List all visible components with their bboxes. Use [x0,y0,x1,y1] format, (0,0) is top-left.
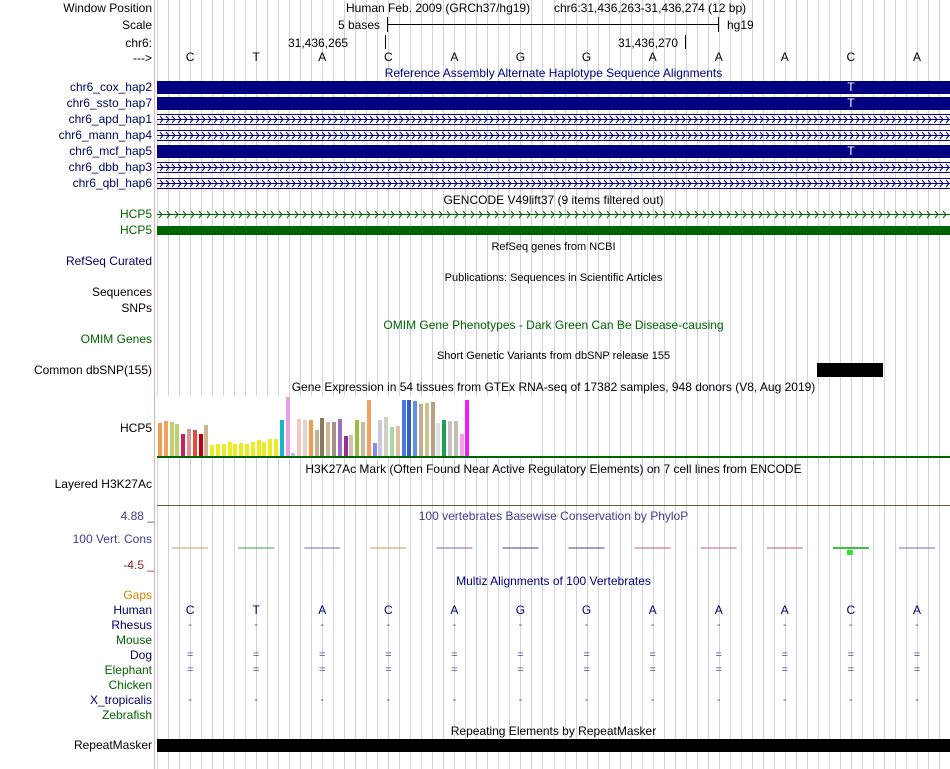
ruler-pos-1: 31,436,265 [288,36,349,50]
pubs-sequences-label[interactable]: Sequences [91,285,152,299]
gtex-tissue-bar[interactable] [407,400,411,456]
gtex-tissue-bar[interactable] [297,419,301,456]
gtex-tissue-bar[interactable] [367,400,371,456]
left-margin-divider [154,0,155,769]
gtex-tissue-bar[interactable] [175,424,179,456]
multiz-title[interactable]: Multiz Alignments of 100 Vertebrates [456,574,651,588]
multiz-cell: = [385,664,392,676]
scale-bar-left-tick [387,17,388,32]
gtex-tissue-bar[interactable] [233,444,237,456]
multiz-cell: = [847,664,855,676]
repeatmasker-title[interactable]: Repeating Elements by RepeatMasker [450,724,657,738]
alt-hap-label[interactable]: chr6_ssto_hap7 [66,96,152,110]
alt-hap-gap-line[interactable] [157,130,950,141]
gtex-tissue-bar[interactable] [268,439,272,456]
sequence-base: T [252,50,260,64]
sequence-base: A [648,50,657,64]
multiz-cell: = [252,664,260,676]
gtex-tissue-bar[interactable] [193,430,197,456]
multiz-cell: - [716,694,721,706]
gtex-tissue-bar[interactable] [419,404,423,456]
gtex-tissue-bar[interactable] [425,403,429,456]
gtex-tissue-bar[interactable] [245,444,249,456]
gtex-baseline [157,456,950,458]
gtex-tissue-bar[interactable] [309,420,313,456]
alt-hap-title[interactable]: Reference Assembly Alternate Haplotype Sequence Alignments [384,66,723,80]
multiz-cell: - [254,694,258,706]
alt-hap-mismatch: T [847,144,855,158]
gencode-gene-label-2[interactable]: HCP5 [119,223,152,237]
refseq-title[interactable]: RefSeq genes from NCBI [491,241,616,253]
multiz-cell: A [318,603,327,617]
multiz-cell: - [452,694,457,706]
dbsnp-variant[interactable] [817,363,883,377]
gtex-tissue-bar[interactable] [361,422,365,456]
alt-hap-gap-line[interactable] [157,162,950,173]
coordinates-label: chr6:31,436,263-31,436,274 (12 bp) [554,1,747,15]
multiz-cell: = [847,649,855,661]
multiz-cell: - [915,619,919,631]
cons-min-label: -4.5 _ [123,558,154,572]
alt-hap-block[interactable] [157,97,950,110]
scale-bar [387,24,719,25]
multiz-cell: A [648,603,657,617]
cons-max-label: 4.88 _ [120,509,154,523]
multiz-cell: - [650,619,655,631]
sequence-base: G [581,50,592,64]
assembly-label: Human Feb. 2009 (GRCh37/hg19) [346,1,531,15]
scale-bar-right-tick [718,17,719,32]
multiz-cell: = [715,664,722,676]
multiz-cell: = [715,649,722,661]
multiz-cell: - [320,619,325,631]
gtex-tissue-bar[interactable] [181,434,185,456]
gtex-tissue-bar[interactable] [280,420,284,456]
multiz-cell: = [186,649,194,661]
gtex-tissue-bar[interactable] [320,418,324,456]
multiz-cell: = [385,649,392,661]
multiz-gaps-label[interactable]: Gaps [123,588,152,602]
gtex-tissue-bar[interactable] [262,442,266,456]
scale-label: Scale [121,18,152,32]
multiz-cell: = [781,649,788,661]
multiz-cell: G [581,603,592,617]
multiz-cell: G [515,603,526,617]
multiz-species-label[interactable]: Rhesus [111,618,152,632]
gtex-label[interactable]: HCP5 [119,421,152,435]
gtex-tissue-bar[interactable] [199,434,203,456]
multiz-cell: - [254,619,258,631]
multiz-species-label[interactable]: X_tropicalis [89,693,152,707]
multiz-cell: T [252,603,260,617]
multiz-cell: - [188,619,192,631]
multiz-cell: = [318,649,326,661]
alt-hap-label[interactable]: chr6_mann_hap4 [58,128,152,142]
gencode-exon-bar[interactable] [157,226,950,235]
scale-size: 5 bases [338,18,381,32]
multiz-cell: = [781,664,788,676]
multiz-species-label[interactable]: Human [113,603,152,617]
multiz-cell: = [517,664,524,676]
multiz-cell: - [386,694,391,706]
gtex-tissue-bar[interactable] [257,440,261,456]
gtex-tissue-bar[interactable] [384,417,388,456]
h3k27ac-title[interactable]: H3K27Ac Mark (Often Found Near Active Regulatory Elements) on 7 cell lines from ENCODE [305,462,802,476]
multiz-cell: - [452,619,457,631]
gencode-title[interactable]: GENCODE V49lift37 (9 items filtered out) [443,193,664,207]
multiz-cell: = [583,664,590,676]
h3k27ac-baseline [157,505,950,506]
gtex-title[interactable]: Gene Expression in 54 tissues from GTEx RNA-seq of 17382 samples, 948 donors (V8, Aug 2019) [291,380,816,394]
multiz-cell: - [716,619,721,631]
multiz-cell: A [912,603,921,617]
multiz-cell: - [782,694,787,706]
alt-hap-label[interactable]: chr6_dbb_hap3 [68,160,152,174]
sequence-base: A [714,50,723,64]
multiz-cell: = [583,649,590,661]
gtex-tissue-bar[interactable] [436,423,440,456]
gtex-tissue-bar[interactable] [396,426,400,456]
gtex-tissue-bar[interactable] [326,422,330,456]
alt-hap-gap-line[interactable] [157,114,950,125]
multiz-cell: - [188,694,192,706]
multiz-cell: = [517,649,524,661]
gtex-tissue-bar[interactable] [210,445,214,456]
gtex-tissue-bar[interactable] [164,421,168,456]
multiz-cell: - [518,694,523,706]
gtex-tissue-bar[interactable] [355,420,359,456]
gtex-tissue-bar[interactable] [431,402,435,456]
sequence-base: A [912,50,921,64]
multiz-species-label[interactable]: Dog [129,648,152,662]
alt-hap-block[interactable] [157,145,950,158]
alt-hap-mismatch: T [847,96,855,110]
multiz-cell: - [584,619,589,631]
h3k27ac-label[interactable]: Layered H3K27Ac [54,477,152,491]
cons-label[interactable]: 100 Vert. Cons [72,532,152,546]
omim-label[interactable]: OMIM Genes [80,332,152,346]
strand-arrow-label: ---> [133,51,152,65]
gtex-tissue-bar[interactable] [390,427,394,456]
multiz-species-label[interactable]: Mouse [115,633,152,647]
multiz-cell: - [915,694,919,706]
gtex-tissue-bar[interactable] [402,400,406,456]
gtex-tissue-bar[interactable] [187,429,191,456]
multiz-cell: C [185,603,195,617]
ruler-tick-2 [685,35,686,49]
gtex-tissue-bar[interactable] [413,401,417,456]
gtex-tissue-bar[interactable] [170,422,174,456]
cons-signal [157,540,950,560]
dbsnp-title[interactable]: Short Genetic Variants from dbSNP release 155 [436,350,671,362]
multiz-cell: - [518,619,523,631]
multiz-cell: A [780,603,789,617]
sequence-base: C [185,50,195,64]
alt-hap-label[interactable]: chr6_qbl_hap6 [72,176,152,190]
gtex-tissue-bar[interactable] [338,419,342,456]
multiz-cell: = [451,649,458,661]
multiz-cell: C [383,603,393,617]
multiz-species-label[interactable]: Elephant [104,663,152,677]
gtex-tissue-bar[interactable] [378,420,382,456]
multiz-cell: - [386,619,391,631]
alt-hap-label[interactable]: chr6_mcf_hap5 [69,144,152,158]
gtex-tissue-bar[interactable] [228,442,232,456]
sequence-base: A [318,50,327,64]
scale-db: hg19 [727,18,754,32]
gtex-tissue-bar[interactable] [332,422,336,456]
gtex-tissue-bar[interactable] [251,442,255,456]
chrom-label: chr6: [125,36,152,50]
multiz-cell: C [846,603,856,617]
gtex-tissue-bar[interactable] [303,420,307,456]
omim-title[interactable]: OMIM Gene Phenotypes - Dark Green Can Be Disease-causing [383,318,724,332]
gtex-tissue-bar[interactable] [454,421,458,456]
sequence-base: C [383,50,393,64]
multiz-cell: = [451,664,458,676]
alt-hap-gap-line[interactable] [157,178,950,189]
gtex-tissue-bar[interactable] [448,421,452,456]
gtex-tissue-bar[interactable] [286,397,290,456]
gtex-tissue-bar[interactable] [465,400,469,456]
gtex-tissue-chart[interactable] [157,396,557,456]
gtex-tissue-bar[interactable] [373,443,377,456]
gtex-tissue-bar[interactable] [222,444,226,456]
multiz-species-label[interactable]: Zebrafish [101,708,152,722]
multiz-cell: A [714,603,723,617]
gtex-tissue-bar[interactable] [344,436,348,456]
multiz-species-label[interactable]: Chicken [108,678,152,692]
sequence-base: C [846,50,856,64]
dbsnp-label[interactable]: Common dbSNP(155) [33,363,152,377]
multiz-cell: = [913,664,921,676]
pubs-snps-label[interactable]: SNPs [121,301,152,315]
multiz-cell: - [650,694,655,706]
cons-title[interactable]: 100 vertebrates Basewise Conservation by PhyloP [418,509,689,523]
gtex-tissue-bar[interactable] [274,439,278,456]
multiz-cell: - [782,619,787,631]
gtex-tissue-bar[interactable] [158,423,162,456]
multiz-cell: = [649,649,656,661]
multiz-cell: = [186,664,194,676]
cons-peak-mark [847,550,853,555]
sequence-base: A [450,50,459,64]
multiz-cell: - [849,694,853,706]
multiz-cell: A [450,603,459,617]
gtex-tissue-bar[interactable] [315,430,319,456]
alt-hap-label[interactable]: chr6_apd_hap1 [68,112,152,126]
gtex-tissue-bar[interactable] [239,443,243,456]
alt-hap-block[interactable] [157,81,950,94]
gtex-tissue-bar[interactable] [204,425,208,456]
alt-hap-mismatch: T [847,80,855,94]
sequence-base: A [780,50,789,64]
repeatmasker-label[interactable]: RepeatMasker [73,738,152,752]
gtex-tissue-bar[interactable] [216,444,220,456]
gtex-tissue-bar[interactable] [442,420,446,456]
alt-hap-label[interactable]: chr6_cox_hap2 [69,80,152,94]
ruler-pos-2: 31,436,270 [618,36,679,50]
multiz-cell: = [318,664,326,676]
gtex-tissue-bar[interactable] [460,434,464,456]
gencode-gene-label-1[interactable]: HCP5 [119,207,152,221]
ruler-tick-1 [385,35,386,49]
multiz-cell: = [913,649,921,661]
pubs-title[interactable]: Publications: Sequences in Scientific Articles [444,272,663,284]
multiz-cell: - [849,619,853,631]
repeatmasker-bar[interactable] [157,739,950,752]
gencode-intron-arrows [157,209,950,220]
window-position-label: Window Position [63,1,152,15]
gtex-tissue-bar[interactable] [349,435,353,456]
multiz-cell: = [252,649,260,661]
multiz-cell: = [649,664,656,676]
sequence-base: G [515,50,526,64]
multiz-cell: - [320,694,325,706]
refseq-label[interactable]: RefSeq Curated [65,254,152,268]
multiz-cell: - [584,694,589,706]
